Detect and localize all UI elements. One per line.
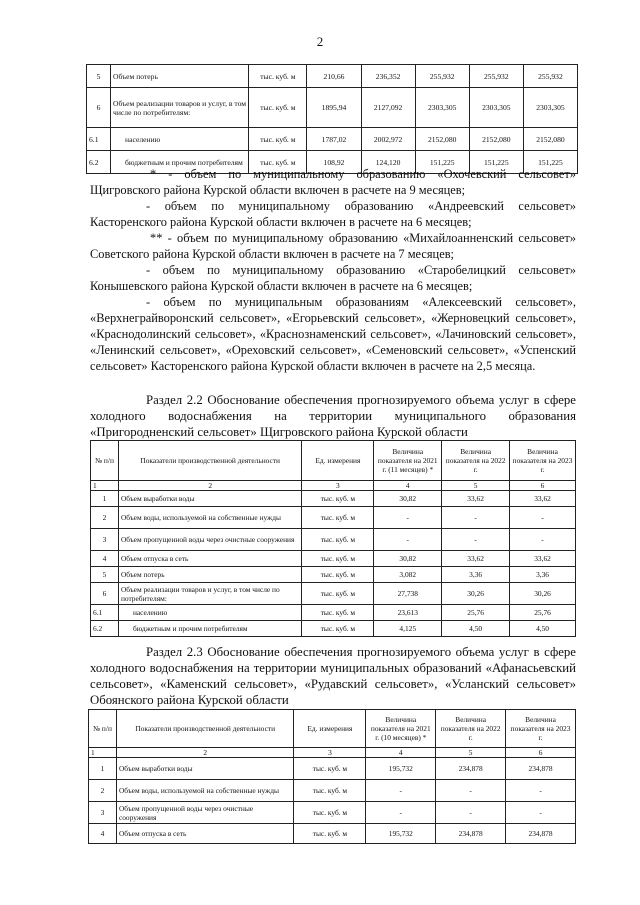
value-cell: -	[510, 507, 576, 529]
value-cell: 4,50	[510, 621, 576, 637]
value-cell: 2303,305	[415, 88, 469, 128]
value-cell: 236,352	[361, 65, 415, 88]
table-row	[89, 780, 576, 802]
unit-cell: тыс. куб. м	[294, 802, 366, 824]
value-cell: 27,738	[374, 583, 442, 605]
footnote-3: ** - объем по муниципальному образованию «Михайлоанненский сельсовет» Советского района Курской области включен в расчете на 7 месяцев;	[90, 231, 576, 261]
col-header-2022: Величина показателя на 2022 г.	[442, 441, 510, 481]
value-cell: 1895,94	[307, 88, 361, 128]
indicator-name: бюджетным и прочим потребителям	[118, 621, 302, 637]
value-cell: 255,932	[469, 65, 523, 88]
value-cell: 33,62	[510, 551, 576, 567]
section-2-3-heading: Раздел 2.3 Обоснование обеспечения прогнозируемого объема услуг в сфере холодного водоснабжения на территории муниципальных образований «Афанасьевский сельсовет», «Каменский сельсовет», «Рудавский сельсовет», «Усланский сельсовет» Обоянского района Курской области	[90, 645, 576, 707]
unit-cell: тыс. куб. м	[302, 551, 374, 567]
unit-cell: тыс. куб. м	[302, 583, 374, 605]
table-row	[87, 128, 578, 151]
value-cell: 124,120	[361, 151, 415, 174]
value-cell: -	[506, 802, 576, 824]
value-cell: 33,62	[510, 491, 576, 507]
unit-cell: тыс. куб. м	[249, 151, 307, 174]
value-cell: 2152,080	[523, 128, 577, 151]
column-number: 4	[374, 481, 442, 491]
indicator-name: Объем воды, используемой на собственные нужды	[116, 780, 294, 802]
value-cell: 210,66	[307, 65, 361, 88]
row-number: 3	[89, 802, 117, 824]
column-number: 4	[366, 748, 436, 758]
indicator-name: Объем реализации товаров и услуг, в том числе по потребителям:	[111, 88, 249, 128]
col-header-2022: Величина показателя на 2022 г.	[436, 710, 506, 748]
value-cell: 234,878	[506, 758, 576, 780]
row-number: 6.2	[91, 621, 119, 637]
row-number: 3	[91, 529, 119, 551]
indicator-name: Объем пропущенной воды через очистные сооружения	[118, 529, 302, 551]
footnote-1: * - объем по муниципальному образованию «Охочевский сельсовет» Щигровского района Курской области включен в расчете на 9 месяцев;	[90, 167, 576, 197]
indicator-name: Объем отпуска в сеть	[118, 551, 302, 567]
column-number: 1	[91, 481, 119, 491]
value-cell: 25,76	[442, 605, 510, 621]
row-number: 1	[91, 491, 119, 507]
table-row	[91, 583, 576, 605]
row-number: 4	[89, 824, 117, 844]
indicator-name: Объем воды, используемой на собственные нужды	[118, 507, 302, 529]
row-number: 6	[87, 88, 111, 128]
row-number: 6	[91, 583, 119, 605]
indicator-name: Объем отпуска в сеть	[116, 824, 294, 844]
row-number: 1	[89, 758, 117, 780]
value-cell: -	[374, 529, 442, 551]
col-header-num: № п/п	[89, 710, 117, 748]
column-number-row	[91, 481, 576, 491]
footnote-4: - объем по муниципальному образованию «Старобелицкий сельсовет» Конышевского района Курской области включен в расчете на 6 месяцев;	[90, 263, 576, 293]
unit-cell: тыс. куб. м	[294, 824, 366, 844]
col-header-2023: Величина показателя на 2023 г.	[510, 441, 576, 481]
row-number: 6.2	[87, 151, 111, 174]
value-cell: 234,878	[506, 824, 576, 844]
unit-cell: тыс. куб. м	[302, 621, 374, 637]
table-row	[89, 824, 576, 844]
value-cell: 4,125	[374, 621, 442, 637]
table-row	[91, 621, 576, 637]
col-header-unit: Ед. измерения	[294, 710, 366, 748]
table-row	[89, 802, 576, 824]
table-row	[87, 88, 578, 128]
value-cell: -	[510, 529, 576, 551]
col-header-unit: Ед. измерения	[302, 441, 374, 481]
indicator-name: бюджетным и прочим потребителям	[111, 151, 249, 174]
col-header-name: Показатели производственной деятельности	[118, 441, 302, 481]
value-cell: -	[436, 780, 506, 802]
table-row	[89, 758, 576, 780]
col-header-2021: Величина показателя на 2021 г. (10 месяцев) *	[366, 710, 436, 748]
footnote-5: - объем по муниципальным образованиям «Алексеевский сельсовет», «Верхнеграйворонский сельсовет», «Егорьевский сельсовет», «Жерновецкий сельсовет», «Краснодолинский сельсовет», «Краснознаменский сельсовет», «Лачиновский сельсовет», «Ленинский сельсовет», «Ореховский сельсовет», «Семеновский сельсовет», «Успенский сельсовет» Касторенского района Курской области включен в расчете на 2,5 месяца.	[90, 295, 576, 373]
col-header-2023: Величина показателя на 2023 г.	[506, 710, 576, 748]
continuation-table	[86, 64, 578, 174]
value-cell: 195,732	[366, 824, 436, 844]
table-header-row	[91, 441, 576, 481]
value-cell: 2127,092	[361, 88, 415, 128]
value-cell: 3,082	[374, 567, 442, 583]
value-cell: 4,50	[442, 621, 510, 637]
column-number-row	[89, 748, 576, 758]
value-cell: 255,932	[415, 65, 469, 88]
table-row	[91, 491, 576, 507]
section-2-2-heading: Раздел 2.2 Обоснование обеспечения прогнозируемого объема услуг в сфере холодного водоснабжения на территории муниципального образования «Пригородненский сельсовет» Щигровского района Курской области	[90, 393, 576, 439]
unit-cell: тыс. куб. м	[249, 128, 307, 151]
indicator-name: Объем потерь	[118, 567, 302, 583]
column-number: 3	[294, 748, 366, 758]
table-row	[91, 551, 576, 567]
column-number: 2	[116, 748, 294, 758]
indicator-name: Объем пропущенной воды через очистные сооружения	[116, 802, 294, 824]
table-row	[91, 507, 576, 529]
row-number: 6.1	[91, 605, 119, 621]
value-cell: 3,36	[510, 567, 576, 583]
table-row	[87, 65, 578, 88]
row-number: 2	[89, 780, 117, 802]
table-row	[91, 529, 576, 551]
col-header-num: № п/п	[91, 441, 119, 481]
column-number: 5	[442, 481, 510, 491]
value-cell: 234,878	[436, 824, 506, 844]
footnote-2: - объем по муниципальному образованию «Андреевский сельсовет» Касторенского района Курской области включен в расчете на 6 месяцев;	[90, 199, 576, 229]
value-cell: 151,225	[415, 151, 469, 174]
indicator-name: Объем потерь	[111, 65, 249, 88]
value-cell: 151,225	[523, 151, 577, 174]
value-cell: -	[442, 507, 510, 529]
table-row	[91, 605, 576, 621]
value-cell: 23,613	[374, 605, 442, 621]
row-number: 5	[87, 65, 111, 88]
indicator-name: Объем реализации товаров и услуг, в том числе по потребителям:	[118, 583, 302, 605]
indicator-name: Объем выработки воды	[116, 758, 294, 780]
row-number: 5	[91, 567, 119, 583]
unit-cell: тыс. куб. м	[294, 780, 366, 802]
unit-cell: тыс. куб. м	[249, 65, 307, 88]
unit-cell: тыс. куб. м	[249, 88, 307, 128]
value-cell: 33,62	[442, 491, 510, 507]
column-number: 5	[436, 748, 506, 758]
value-cell: -	[442, 529, 510, 551]
column-number: 3	[302, 481, 374, 491]
column-number: 6	[506, 748, 576, 758]
value-cell: 2303,305	[469, 88, 523, 128]
col-header-name: Показатели производственной деятельности	[116, 710, 294, 748]
section-2-3-table	[88, 709, 576, 844]
unit-cell: тыс. куб. м	[294, 758, 366, 780]
row-number: 2	[91, 507, 119, 529]
value-cell: -	[366, 802, 436, 824]
value-cell: 1787,02	[307, 128, 361, 151]
unit-cell: тыс. куб. м	[302, 605, 374, 621]
value-cell: 33,62	[442, 551, 510, 567]
column-number: 2	[118, 481, 302, 491]
table-row	[91, 567, 576, 583]
row-number: 4	[91, 551, 119, 567]
value-cell: 2002,972	[361, 128, 415, 151]
value-cell: 2303,305	[523, 88, 577, 128]
value-cell: -	[374, 507, 442, 529]
column-number: 1	[89, 748, 117, 758]
value-cell: 2152,080	[469, 128, 523, 151]
value-cell: -	[366, 780, 436, 802]
indicator-name: населению	[111, 128, 249, 151]
page-number: 2	[316, 34, 324, 49]
value-cell: 234,878	[436, 758, 506, 780]
value-cell: 25,76	[510, 605, 576, 621]
value-cell: 2152,080	[415, 128, 469, 151]
unit-cell: тыс. куб. м	[302, 491, 374, 507]
row-number: 6.1	[87, 128, 111, 151]
value-cell: 3,36	[442, 567, 510, 583]
value-cell: -	[506, 780, 576, 802]
value-cell: 30,26	[442, 583, 510, 605]
column-number: 6	[510, 481, 576, 491]
indicator-name: Объем выработки воды	[118, 491, 302, 507]
unit-cell: тыс. куб. м	[302, 507, 374, 529]
value-cell: 30,26	[510, 583, 576, 605]
unit-cell: тыс. куб. м	[302, 529, 374, 551]
value-cell: -	[436, 802, 506, 824]
unit-cell: тыс. куб. м	[302, 567, 374, 583]
value-cell: 151,225	[469, 151, 523, 174]
value-cell: 108,92	[307, 151, 361, 174]
value-cell: 195,732	[366, 758, 436, 780]
section-2-2-table	[90, 440, 576, 637]
col-header-2021: Величина показателя на 2021 г. (11 месяцев) *	[374, 441, 442, 481]
table-header-row	[89, 710, 576, 748]
indicator-name: населению	[118, 605, 302, 621]
value-cell: 30,82	[374, 551, 442, 567]
value-cell: 30,82	[374, 491, 442, 507]
value-cell: 255,932	[523, 65, 577, 88]
